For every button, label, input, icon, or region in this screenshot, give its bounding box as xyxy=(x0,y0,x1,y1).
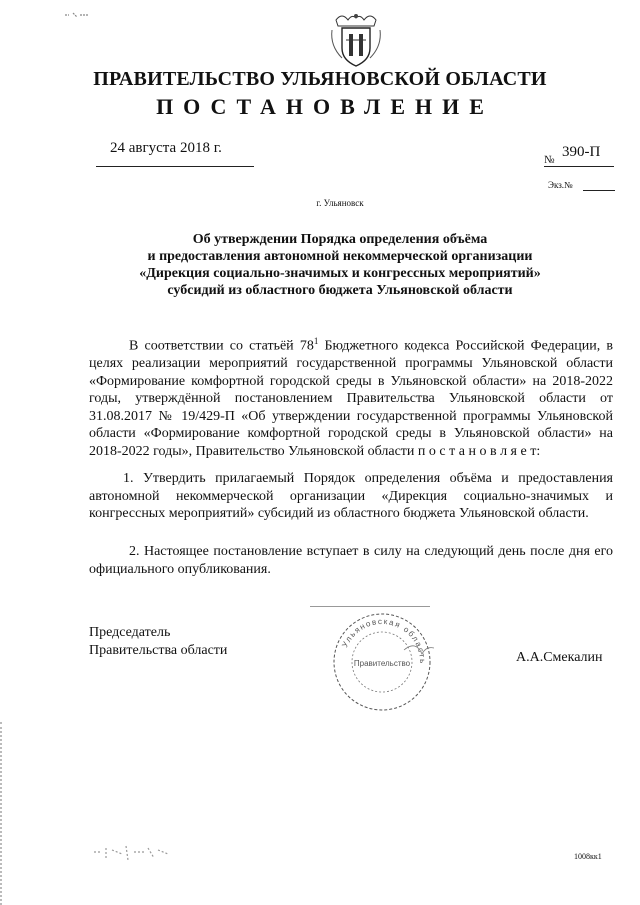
preamble-text: В соответствии со статьёй 78 xyxy=(129,338,314,354)
copy-number-underline xyxy=(583,190,615,191)
signature-area-line xyxy=(310,606,430,607)
clause-1: 1. Утвердить прилагаемый Порядок определения объёма и предоставления автономной некоммерческой организации «Дирекция социально-значимых и конгрессных мероприятий» субсидий из областного бюджета Ульяновской области. xyxy=(89,471,613,521)
title-line: субсидий из областного бюджета Ульяновской области xyxy=(167,283,513,298)
organization-name: ПРАВИТЕЛЬСТВО УЛЬЯНОВСКОЙ ОБЛАСТИ xyxy=(93,68,547,90)
signatory-name: А.А.Смекалин xyxy=(516,650,603,665)
date-underline xyxy=(96,166,254,167)
title-line: и предоставления автономной некоммерческой организации xyxy=(147,249,533,264)
document-title xyxy=(100,231,580,299)
stamp-center-text: Правительство xyxy=(353,659,411,668)
document-number: 390-П xyxy=(562,144,601,160)
position-line: Председатель xyxy=(89,625,171,640)
scan-mark-decoration xyxy=(64,10,90,20)
document-date: 24 августа 2018 г. xyxy=(110,140,222,156)
position-line: Правительства области xyxy=(89,643,228,658)
article-superscript: 1 xyxy=(313,336,319,346)
copy-number-label: Экз.№ xyxy=(548,180,573,190)
footer-code: 1008кк1 xyxy=(574,852,602,861)
scan-edge-artifact xyxy=(0,722,10,905)
title-line: Об утверждении Порядка определения объёма xyxy=(192,232,488,247)
official-stamp xyxy=(330,610,434,714)
preamble-text-continued: Бюджетного кодекса Российской Федерации, в целях реализации мероприятий государственной программы Ульяновской области «Формирование комфортной городской среды в Ульяновской области» на 2018-2022 годы, утверждённой постановлением Правительства Ульяновской области от 31.08.2017 № 19/429-П «Об утверждении государственной программы Ульяновской области «Формирование комфортной городской среды в Ульяновской области» на 2018-2022 годы», Правительство Ульяновской области xyxy=(89,338,613,459)
number-underline xyxy=(544,166,614,167)
document-type: ПОСТАНОВЛЕНИЕ xyxy=(156,94,494,119)
stamp-ring-text: Ульяновская область xyxy=(340,616,428,665)
signatory-position xyxy=(89,624,227,660)
svg-text:Ульяновская область xyxy=(340,617,427,665)
number-label: № xyxy=(544,154,555,166)
decree-word: п о с т а н о в л я е т: xyxy=(417,443,541,459)
city-name: г. Ульяновск xyxy=(316,198,364,208)
title-line: «Дирекция социально-значимых и конгрессных мероприятий» xyxy=(139,266,541,281)
preamble-paragraph xyxy=(89,333,613,460)
scan-noise-decoration xyxy=(92,840,172,866)
coat-of-arms-emblem xyxy=(328,10,384,68)
clause-2: 2. Настоящее постановление вступает в силу на следующий день после дня его официального опубликования. xyxy=(89,544,613,577)
